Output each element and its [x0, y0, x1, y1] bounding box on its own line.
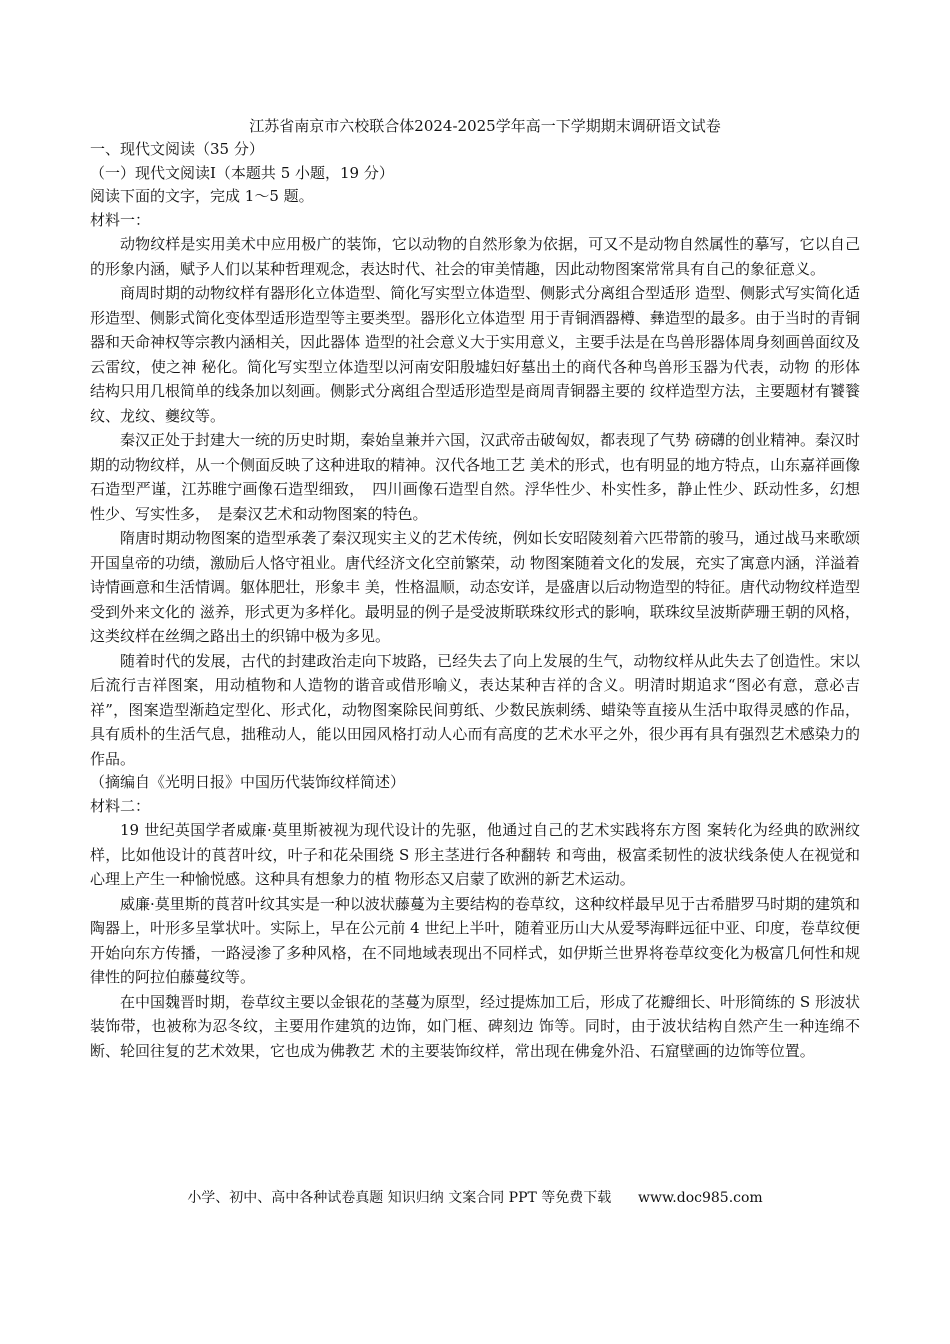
material-two-paragraph: 威廉·莫里斯的莨苕叶纹其实是一种以波状藤蔓为主要结构的卷草纹，这种纹样最早见于古希腊罗马时期的建筑和陶器上，叶形多呈掌状叶。实际上，早在公元前 4 世纪上半叶，随着亚历山大从爱琴海畔远征中亚、印度，卷草纹便开始向东方传播，一路浸渗了多种风格，在不同地域表现出不同样式，如伊斯兰世界将卷草纹变化为极富几何性和规律性的阿拉伯藤蔓纹等。: [90, 894, 860, 986]
material-two-paragraph: 在中国魏晋时期，卷草纹主要以金银花的茎蔓为原型，经过提炼加工后，形成了花瓣细长、叶形简练的 S 形波状装饰带，也被称为忍冬纹，主要用作建筑的边饰，如门框、碑刻边 饰等。同时，由于波状结构自然产生一种连绵不断、轮回往复的艺术效果，它也成为佛教艺 术的主要装饰纹样，常出现在佛龛外沿、石窟壁画的边饰等位置。: [90, 992, 860, 1060]
material-one-source: （摘编自《光明日报》中国历代装饰纹样简述）: [90, 773, 406, 791]
material-one-label: 材料一：: [90, 210, 151, 229]
document-title: 江苏省南京市六校联合体2024-2025学年高一下学期期末调研语文试卷: [249, 117, 721, 135]
exam-page: [90, 114, 860, 1063]
instruction-text: 阅读下面的文字，完成 1～5 题。: [90, 187, 314, 205]
material-one-paragraph: 隋唐时期动物图案的造型承袭了秦汉现实主义的艺术传统，例如长安昭陵刻着六匹带箭的骏马，通过战马来歌颂开国皇帝的功绩，激励后人恪守祖业。唐代经济文化空前繁荣，动 物图案随着文化的发展，充实了寓意内涵，洋溢着诗情画意和生活情调。躯体肥壮，形象丰 美，性格温顺，动态安详，是盛唐以后动物造型的特征。唐代动物纹样造型受到外来文化的 滋养，形式更为多样化。最明显的例子是受波斯联珠纹形式的影响，联珠纹呈波斯萨珊王朝的风格，这类纹样在丝绸之路出土的织锦中极为多见。: [90, 529, 860, 645]
page-footer: [0, 1188, 950, 1208]
material-two-label: 材料二：: [90, 796, 151, 815]
subsection-heading: （一）现代文阅读Ⅰ（本题共 5 小题，19 分）: [90, 163, 394, 182]
footer-url: www.doc985.com: [638, 1190, 763, 1206]
material-one-paragraph: 商周时期的动物纹样有器形化立体造型、简化写实型立体造型、侧影式分离组合型适形 造型、侧影式写实简化适形造型、侧影式简化变体型适形造型等主要类型。器形化立体造型 用于青铜酒器樽、彝造型的最多。由于当时的青铜器和天命神权等宗教内涵相关，因此器体 造型的社会意义大于实用意义，主要手法是在鸟兽形器体周身刻画兽面纹及云雷纹，使之神 秘化。简化写实型立体造型以河南安阳殷墟妇好墓出土的商代各种鸟兽形玉器为代表，动物 的形体结构只用几根简单的线条加以刻画。侧影式分离组合型适形造型是商周青铜器主要的 纹样造型方法，主要题材有饕餮纹、龙纹、夔纹等。: [90, 284, 860, 425]
material-one-paragraph: 秦汉正处于封建大一统的历史时期，秦始皇兼并六国，汉武帝击破匈奴，都表现了气势 磅礴的创业精神。秦汉时期的动物纹样，从一个侧面反映了这种进取的精神。汉代各地工艺 美术的形式，也有明显的地方特点，山东嘉祥画像石造型严谨，江苏睢宁画像石造型细致， 四川画像石造型自然。浮华性少、朴实性多，静止性少、跃动性多，幻想性少、写实性多， 是秦汉艺术和动物图案的特色。: [90, 431, 860, 523]
material-one-paragraph: 动物纹样是实用美术中应用极广的装饰，它以动物的自然形象为依据，可又不是动物自然属性的摹写，它以自己的形象内涵，赋予人们以某种哲理观念，表达时代、社会的审美情趣，因此动物图案常常具有自己的象征意义。: [90, 235, 860, 278]
material-one-paragraph: 随着时代的发展，古代的封建政治走向下坡路，已经失去了向上发展的生气，动物纹样从此失去了创造性。宋以后流行吉祥图案，用动植物和人造物的谐音或借形喻义，表达某种吉祥的含义。明清时期追求“图必有意，意必吉祥”，图案造型渐趋定型化、形式化，动物图案除民间剪纸、少数民族刺绣、蜡染等直接从生活中取得灵感的作品，具有质朴的生活气息，拙稚动人，能以田园风格打动人心而有高度的艺术水平之外，很少再有具有强烈艺术感染力的作品。: [90, 651, 860, 768]
section-heading: 一、现代文阅读（35 分）: [90, 140, 264, 158]
material-two-paragraph: 19 世纪英国学者威廉·莫里斯被视为现代设计的先驱，他通过自己的艺术实践将东方图 案转化为经典的欧洲纹样，比如他设计的莨苕叶纹，叶子和花朵围绕 S 形主茎进行各种翻转 和弯曲，极富柔韧性的波状线条使人在视觉和心理上产生一种愉悦感。这种具有想象力的植 物形态又启蒙了欧洲的新艺术运动。: [90, 821, 860, 888]
footer-text: 小学、初中、高中各种试卷真题 知识归纳 文案合同 PPT 等免费下载: [187, 1190, 612, 1206]
